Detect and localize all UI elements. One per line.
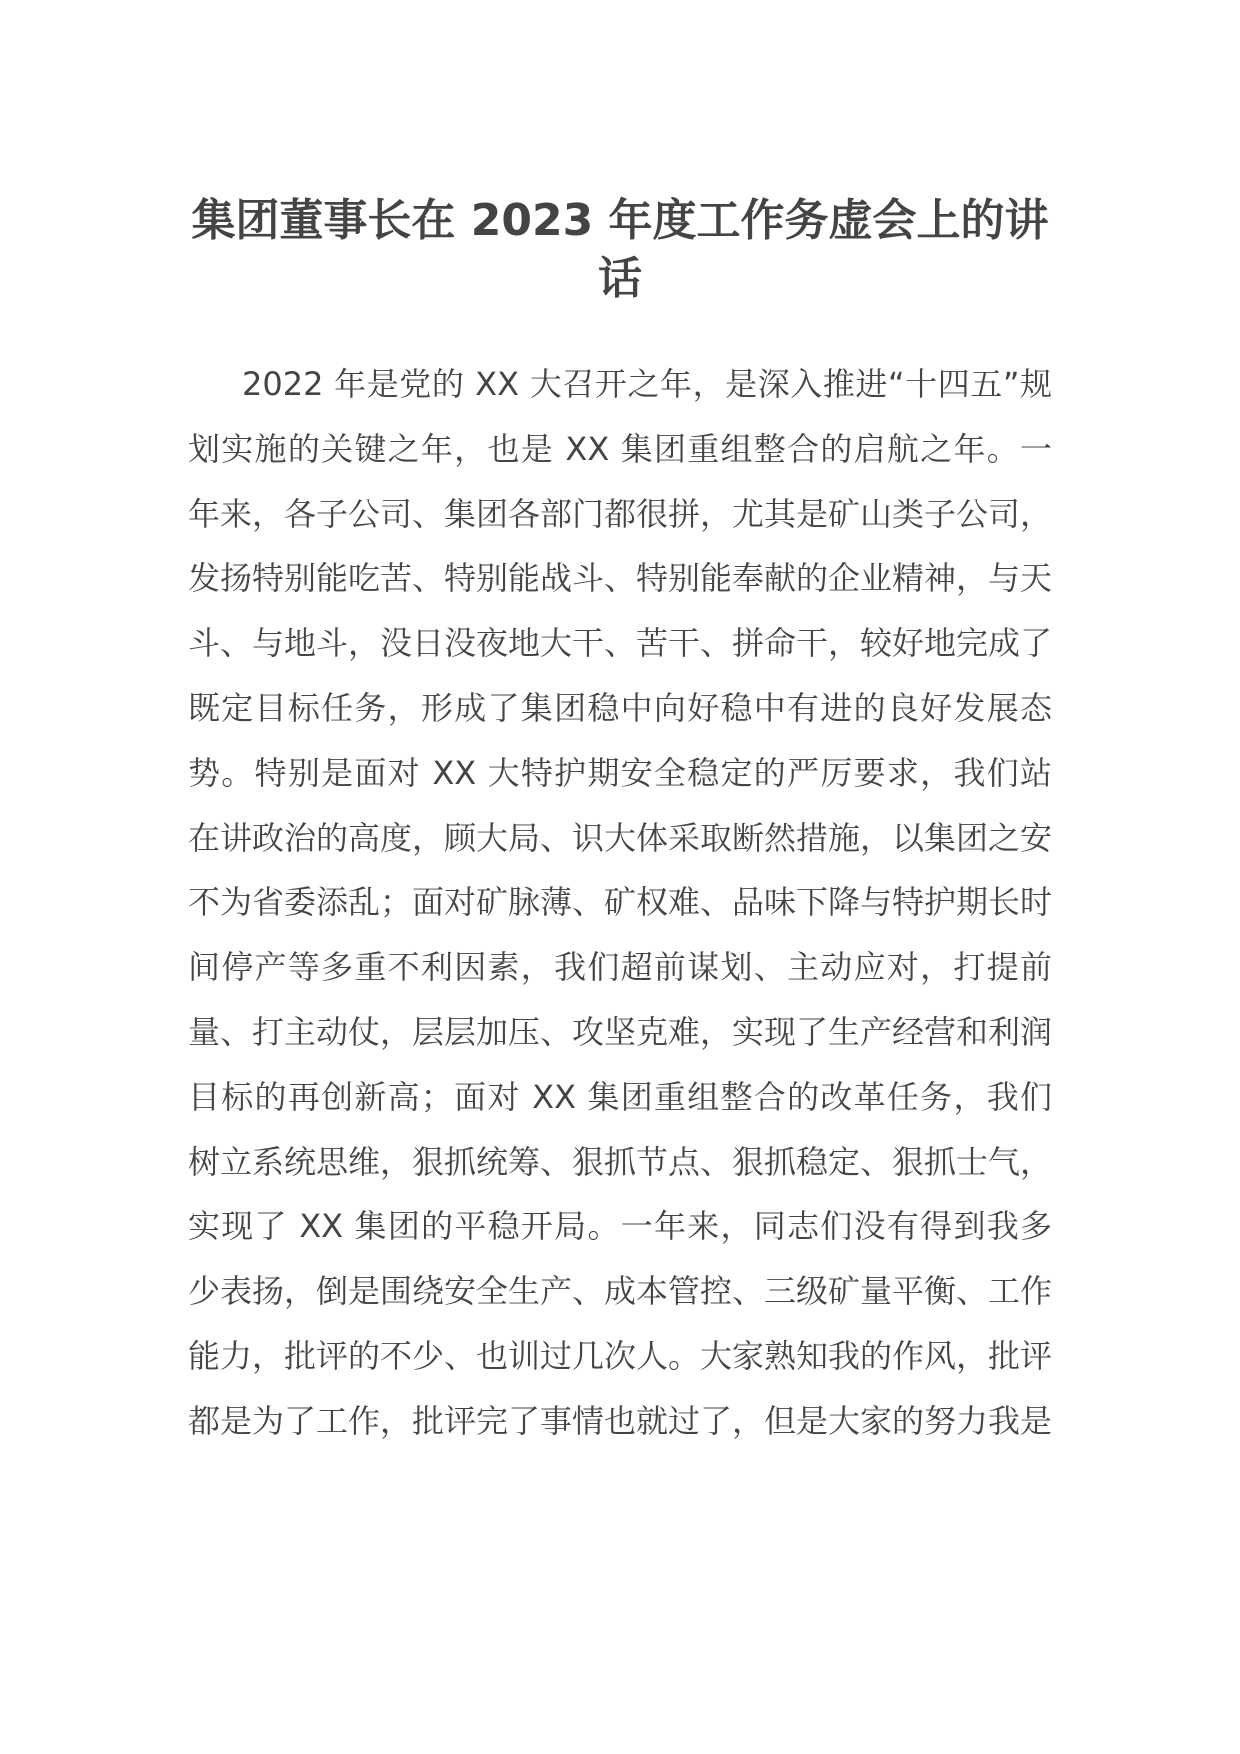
document-title: 集团董事长在 2023 年度工作务虚会上的讲话 xyxy=(191,195,1049,304)
body-paragraph: 2022 年是党的 XX 大召开之年，是深入推进“十四五”规划实施的关键之年，也是 XX 集团重组整合的启航之年。一年来，各子公司、集团各部门都很拼，尤其是矿山类子公司，发扬特别能吃苦、特别能战斗、特别能奉献的企业精神，与天斗、与地斗，没日没夜地大干、苦干、拼命干，较好地完成了既定目标任务，形成了集团稳中向好稳中有进的良好发展态势。特别是面对 XX 大特护期安全稳定的严厉要求，我们站在讲政治的高度，顾大局、识大体采取断然措施，以集团之安不为省委添乱；面对矿脉薄、矿权难、品味下降与特护期长时间停产等多重不利因素，我们超前谋划、主动应对，打提前量、打主动仗，层层加压、攻坚克难，实现了生产经营和利润目标的再创新高；面对 XX 集团重组整合的改革任务，我们树立系统思维，狠抓统筹、狠抓节点、狠抓稳定、狠抓士气，实现了 XX 集团的平稳开局。一年来，同志们没有得到我多少表扬，倒是围绕安全生产、成本管控、三级矿量平衡、工作能力，批评的不少、也训过几次人。大家熟知我的作风，批评都是为了工作，批评完了事情也就过了，但是大家的努力我是 xyxy=(188,365,1053,1440)
